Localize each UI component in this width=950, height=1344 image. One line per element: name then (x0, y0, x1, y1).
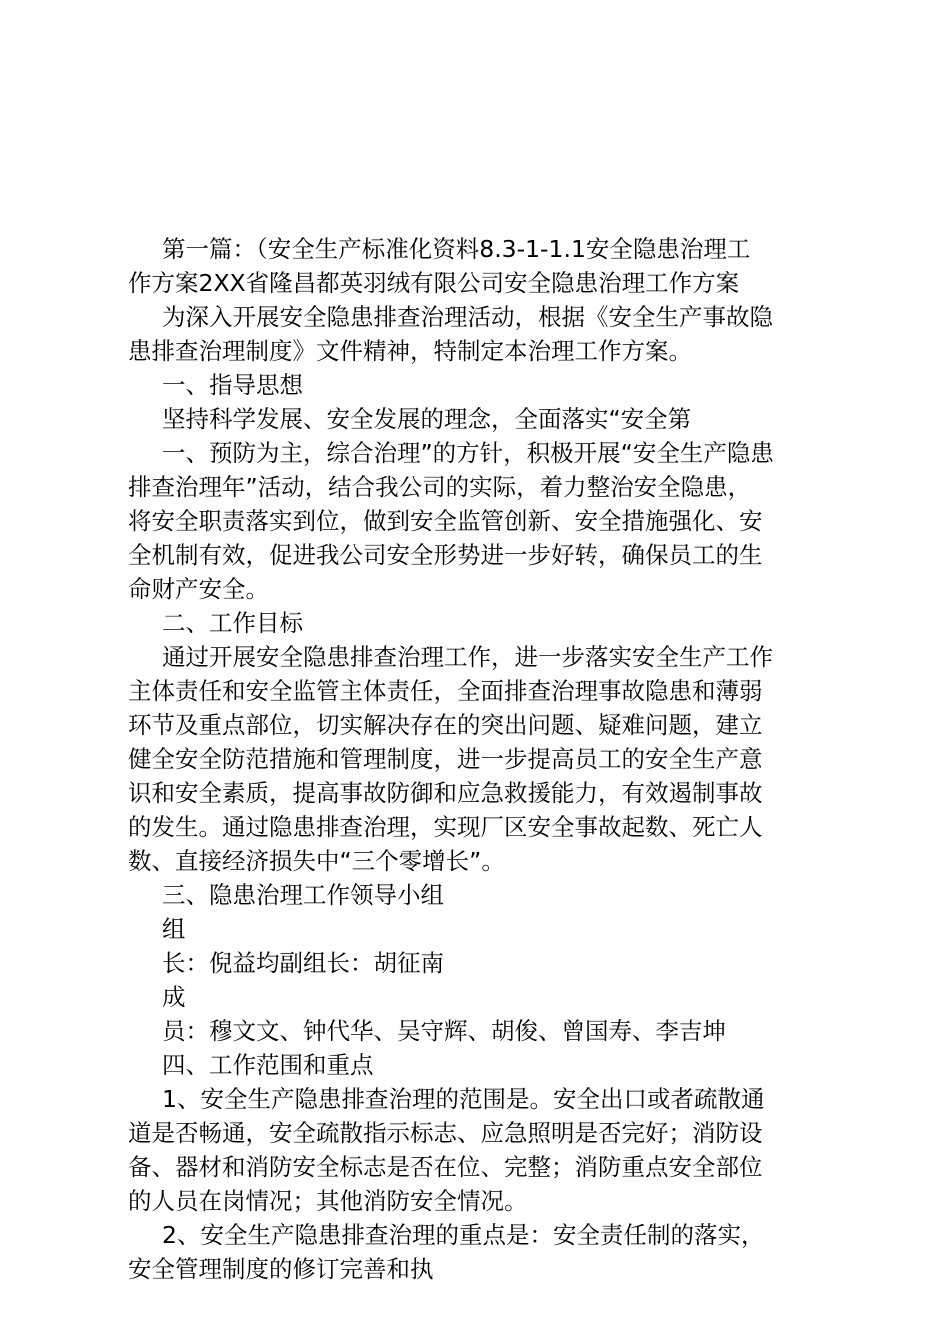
text-line: 的人员在岗情况；其他消防安全情况。 (128, 1187, 528, 1215)
text-line: 的发生。通过隐患排查治理，实现厂区安全事故起数、死亡人 (128, 813, 763, 841)
text-line: 将安全职责落实到位，做到安全监管创新、安全措施强化、安 (128, 507, 763, 535)
document-body (128, 232, 828, 1286)
text-line: 坚持科学发展、安全发展的理念，全面落实“安全第 (162, 405, 692, 433)
text-line: 健全安全防范措施和管理制度，进一步提高员工的安全生产意 (128, 745, 763, 773)
section-heading: 一、指导思想 (162, 371, 303, 399)
text-line: 组 (162, 915, 186, 943)
text-line: 主体责任和安全监管主体责任，全面排查治理事故隐患和薄弱 (128, 677, 763, 705)
text-line: 命财产安全。 (128, 575, 269, 603)
section-heading: 四、工作范围和重点 (162, 1051, 374, 1079)
text-line: 通过开展安全隐患排查治理工作，进一步落实安全生产工作 (162, 643, 773, 671)
text-line: 作方案2XX省隆昌都英羽绒有限公司安全隐患治理工作方案 (128, 269, 740, 297)
text-line: 道是否畅通，安全疏散指示标志、应急照明是否完好；消防设 (128, 1119, 763, 1147)
text-line: 一、预防为主，综合治理”的方针，积极开展“安全生产隐患 (162, 439, 774, 467)
text-line: 环节及重点部位，切实解决存在的突出问题、疑难问题，建立 (128, 711, 763, 739)
text-line: 全机制有效，促进我公司安全形势进一步好转，确保员工的生 (128, 541, 763, 569)
section-heading: 二、工作目标 (162, 609, 303, 637)
text-line: 安全管理制度的修订完善和执 (128, 1255, 434, 1283)
section-heading: 三、隐患治理工作领导小组 (162, 881, 444, 909)
text-line: 第一篇：（安全生产标准化资料8.3-1-1.1安全隐患治理工 (162, 235, 751, 263)
text-line: 1、安全生产隐患排查治理的范围是。安全出口或者疏散通 (162, 1085, 765, 1113)
text-line: 成 (162, 983, 186, 1011)
text-line: 2、安全生产隐患排查治理的重点是：安全责任制的落实， (162, 1221, 765, 1249)
text-line: 患排查治理制度》文件精神，特制定本治理工作方案。 (128, 337, 692, 365)
text-line: 备、器材和消防安全标志是否在位、完整；消防重点安全部位 (128, 1153, 763, 1181)
text-line: 数、直接经济损失中“三个零增长”。 (128, 847, 505, 875)
text-line: 为深入开展安全隐患排查治理活动，根据《安全生产事故隐 (162, 303, 773, 331)
text-line: 识和安全素质，提高事故防御和应急救援能力，有效遏制事故 (128, 779, 763, 807)
text-line: 员：穆文文、钟代华、吴守辉、胡俊、曾国寿、李吉坤 (162, 1017, 726, 1045)
text-line: 长：倪益均副组长：胡征南 (162, 949, 444, 977)
text-line: 排查治理年”活动，结合我公司的实际，着力整治安全隐患， (128, 473, 752, 501)
